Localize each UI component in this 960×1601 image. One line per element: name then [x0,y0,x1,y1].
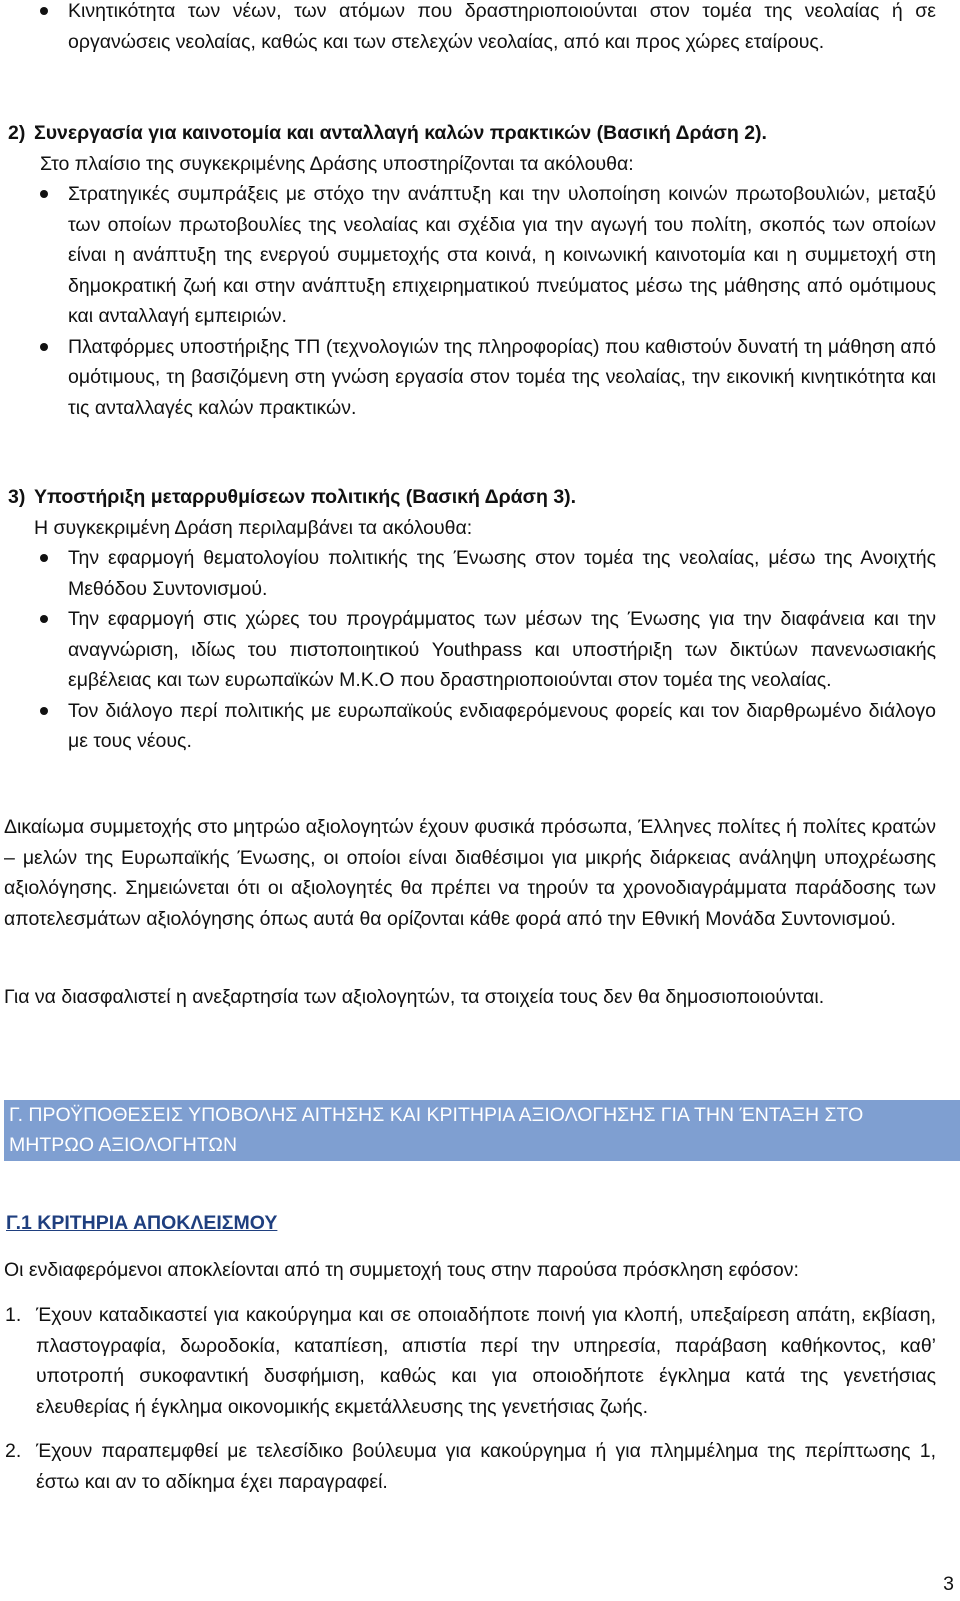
exclusion-list [0,1300,936,1497]
section-3-number: 3) [8,486,26,508]
independence-paragraph: Για να διασφαλιστεί η ανεξαρτησία των αξιολογητών, τα στοιχεία τους δεν θα δημοσιοποιούνται. [4,986,825,1008]
section-3-bullet: Τον διάλογο περί πολιτικής με ευρωπαϊκούς ενδιαφερόμενους φορείς και τον διαρθρωμένο διάλογο με τους νέους. [4,696,936,757]
bullet-icon [40,7,48,15]
exclusion-item: 1. Έχουν καταδικαστεί για κακούργημα και σε οποιαδήποτε ποινή για κλοπή, υπεξαίρεση απάτη, εκβίαση, πλαστογραφία, δωροδοκία, καταπίεση, απιστία περί την υπηρεσία, παράβαση καθήκοντος, καθ’ υποτροπή συκοφαντική δυσφήμιση, καθώς και για οποιοδήποτε έγκλημα κατά της γενετήσιας ελευθερίας ή έγκλημα οικονομικής εκμετάλλευσης της γενετήσιας ζωής. [5,1304,936,1418]
section-3 [4,482,936,757]
section-3-bullet: Την εφαρμογή στις χώρες του προγράμματος των μέσων της Ένωσης για την διαφάνεια και την αναγνώριση, ιδίως του πιστοποιητικού Youthpass και υποστήριξη των δικτύων πανενωσιακής εμβέλειας και των ευρωπαϊκών Μ.Κ.Ο που δραστηριοποιούνται στον τομέα της νεολαίας. [4,604,936,696]
section-2-number: 2) [8,122,26,144]
banner-line-1: Γ. ΠΡΟΫΠΟΘΕΣΕΙΣ ΥΠΟΒΟΛΗΣ ΑΙΤΗΣΗΣ ΚΑΙ ΚΡΙΤΗΡΙΑ ΑΞΙΟΛΟΓΗΣΗΣ ΓΙΑ ΤΗΝ ΈΝΤΑΞΗ ΣΤΟ [9,1104,864,1126]
section-3-bullet: Την εφαρμογή θεματολογίου πολιτικής της Ένωσης στον τομέα της νεολαίας, μέσω της Ανοιχτής Μεθόδου Συντονισμού. [4,543,936,604]
section-2-bullet: Στρατηγικές συμπράξεις με στόχο την ανάπτυξη και την υλοποίηση κοινών πρωτοβουλιών, μεταξύ των οποίων πρωτοβουλίες της νεολαίας και σχέδια για την αγωγή του πολίτη, σκοπός των οποίων είναι η ανάπτυξη της ενεργού συμμετοχής στα κοινά, η κοινωνική καινοτομία και η συμμετοχή στη δημοκρατική ζωή και στην ανάπτυξη επιχειρηματικού πνεύματος μέσω της μάθησης από ομότιμους και ανταλλαγή εμπειριών. [4,179,936,332]
bullet-icon [40,343,48,351]
section-banner [4,1100,960,1161]
section-2-bullet: Πλατφόρμες υποστήριξης ΤΠ (τεχνολογιών της πληροφορίας) που καθιστούν δυνατή τη μάθηση από ομότιμους, τη βασιζόμενη στη γνώση εργασία στον τομέα της νεολαίας, την εικονική κινητικότητα και τις ανταλλαγές καλών πρακτικών. [4,332,936,424]
bullet-icon [40,707,48,715]
exclusion-item: 2. Έχουν παραπεμφθεί με τελεσίδικο βούλευμα για κακούργημα ή για πλημμέλημα της περίπτωσης 1, έστω και αν το αδίκημα έχει παραγραφεί. [5,1440,936,1493]
bullet-icon [40,554,48,562]
section-2-heading: Συνεργασία για καινοτομία και ανταλλαγή καλών πρακτικών (Βασική Δράση 2). [34,122,767,144]
section-2 [4,118,936,423]
banner-line-2: ΜΗΤΡΩΟ ΑΞΙΟΛΟΓΗΤΩΝ [9,1134,238,1156]
section-3-heading: Υποστήριξη μεταρρυθμίσεων πολιτικής (Βασική Δράση 3). [34,486,577,508]
eligibility-paragraph: Δικαίωμα συμμετοχής στο μητρώο αξιολογητών έχουν φυσικά πρόσωπα, Έλληνες πολίτες ή πολίτες κρατών – μελών της Ευρωπαϊκής Ένωσης, οι οποίοι είναι διαθέσιμοι για μικρής διάρκειας ανάληψη υποχρέωσης αξιολόγησης. Σημειώνεται ότι οι αξιολογητές θα πρέπει να τηρούν τα χρονοδιαγράμματα παράδοσης των αποτελεσμάτων αξιολόγησης όπως αυτά θα ορίζονται κάθε φορά από την Εθνική Μονάδα Συντονισμού. [4,816,936,930]
section-3-lead: Η συγκεκριμένη Δράση περιλαμβάνει τα ακόλουθα: [34,516,473,539]
subsection-heading: Γ.1 ΚΡΙΤΗΡΙΑ ΑΠΟΚΛΕΙΣΜΟΥ [6,1212,278,1234]
exclusion-lead: Οι ενδιαφερόμενοι αποκλείονται από τη συμμετοχή τους στην παρούσα πρόσκληση εφόσον: [4,1259,799,1281]
bullet-icon [40,615,48,623]
intro-bullet: Κινητικότητα των νέων, των ατόμων που δραστηριοποιούνται στον τομέα της νεολαίας ή σε οργανώσεις νεολαίας, καθώς και των στελεχών νεολαίας, από και προς χώρες εταίρους. [4,0,936,57]
bullet-icon [40,190,48,198]
section-2-lead: Στο πλαίσιο της συγκεκριμένης Δράσης υποστηρίζονται τα ακόλουθα: [40,152,634,175]
page-number: 3 [943,1573,954,1595]
